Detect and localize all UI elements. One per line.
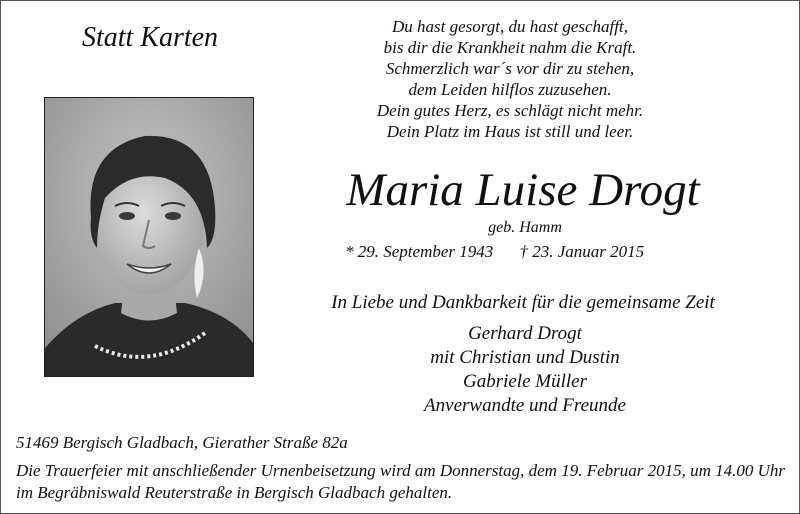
mourner-name: mit Christian und Dustin (430, 347, 620, 368)
birth-name: geb. Hamm (488, 219, 562, 236)
family-address: 51469 Bergisch Gladbach, Gierather Straße 82a (16, 433, 348, 452)
poem-line: Schmerzlich war´s vor dir zu stehen, (385, 59, 635, 78)
life-dates (345, 242, 705, 262)
mourner-name: Gerhard Drogt (468, 323, 582, 344)
deceased-name: Maria Luise Drogt (346, 164, 700, 216)
death-date: † 23. Januar 2015 (519, 242, 645, 261)
funeral-notice: Die Trauerfeier mit anschließender Urnenbeisetzung wird am Donnerstag, dem 19. Februar 2015, um 14.00 Uhr im Begräbniswald Reuterstraße in Bergisch Gladbach gehalten. (16, 461, 786, 502)
statt-karten-heading: Statt Karten (81, 22, 219, 53)
thanks-line: In Liebe und Dankbarkeit für die gemeinsame Zeit (331, 292, 715, 313)
poem-line: Dein gutes Herz, es schlägt nicht mehr. (376, 101, 644, 120)
poem-line: Dein Platz im Haus ist still und leer. (386, 122, 634, 141)
birth-date: * 29. September 1943 (345, 242, 494, 261)
poem-line: dem Leiden hilflos zuzusehen. (408, 80, 612, 99)
mourner-name: Anverwandte und Freunde (424, 395, 626, 416)
memorial-poem (340, 16, 680, 142)
mourners-list (360, 322, 690, 418)
portrait-photo (44, 97, 254, 377)
portrait-illustration (45, 98, 253, 376)
poem-line: Du hast gesorgt, du hast geschafft, (392, 17, 628, 36)
poem-line: bis dir die Krankheit nahm die Kraft. (383, 38, 637, 57)
mourner-name: Gabriele Müller (462, 371, 587, 392)
